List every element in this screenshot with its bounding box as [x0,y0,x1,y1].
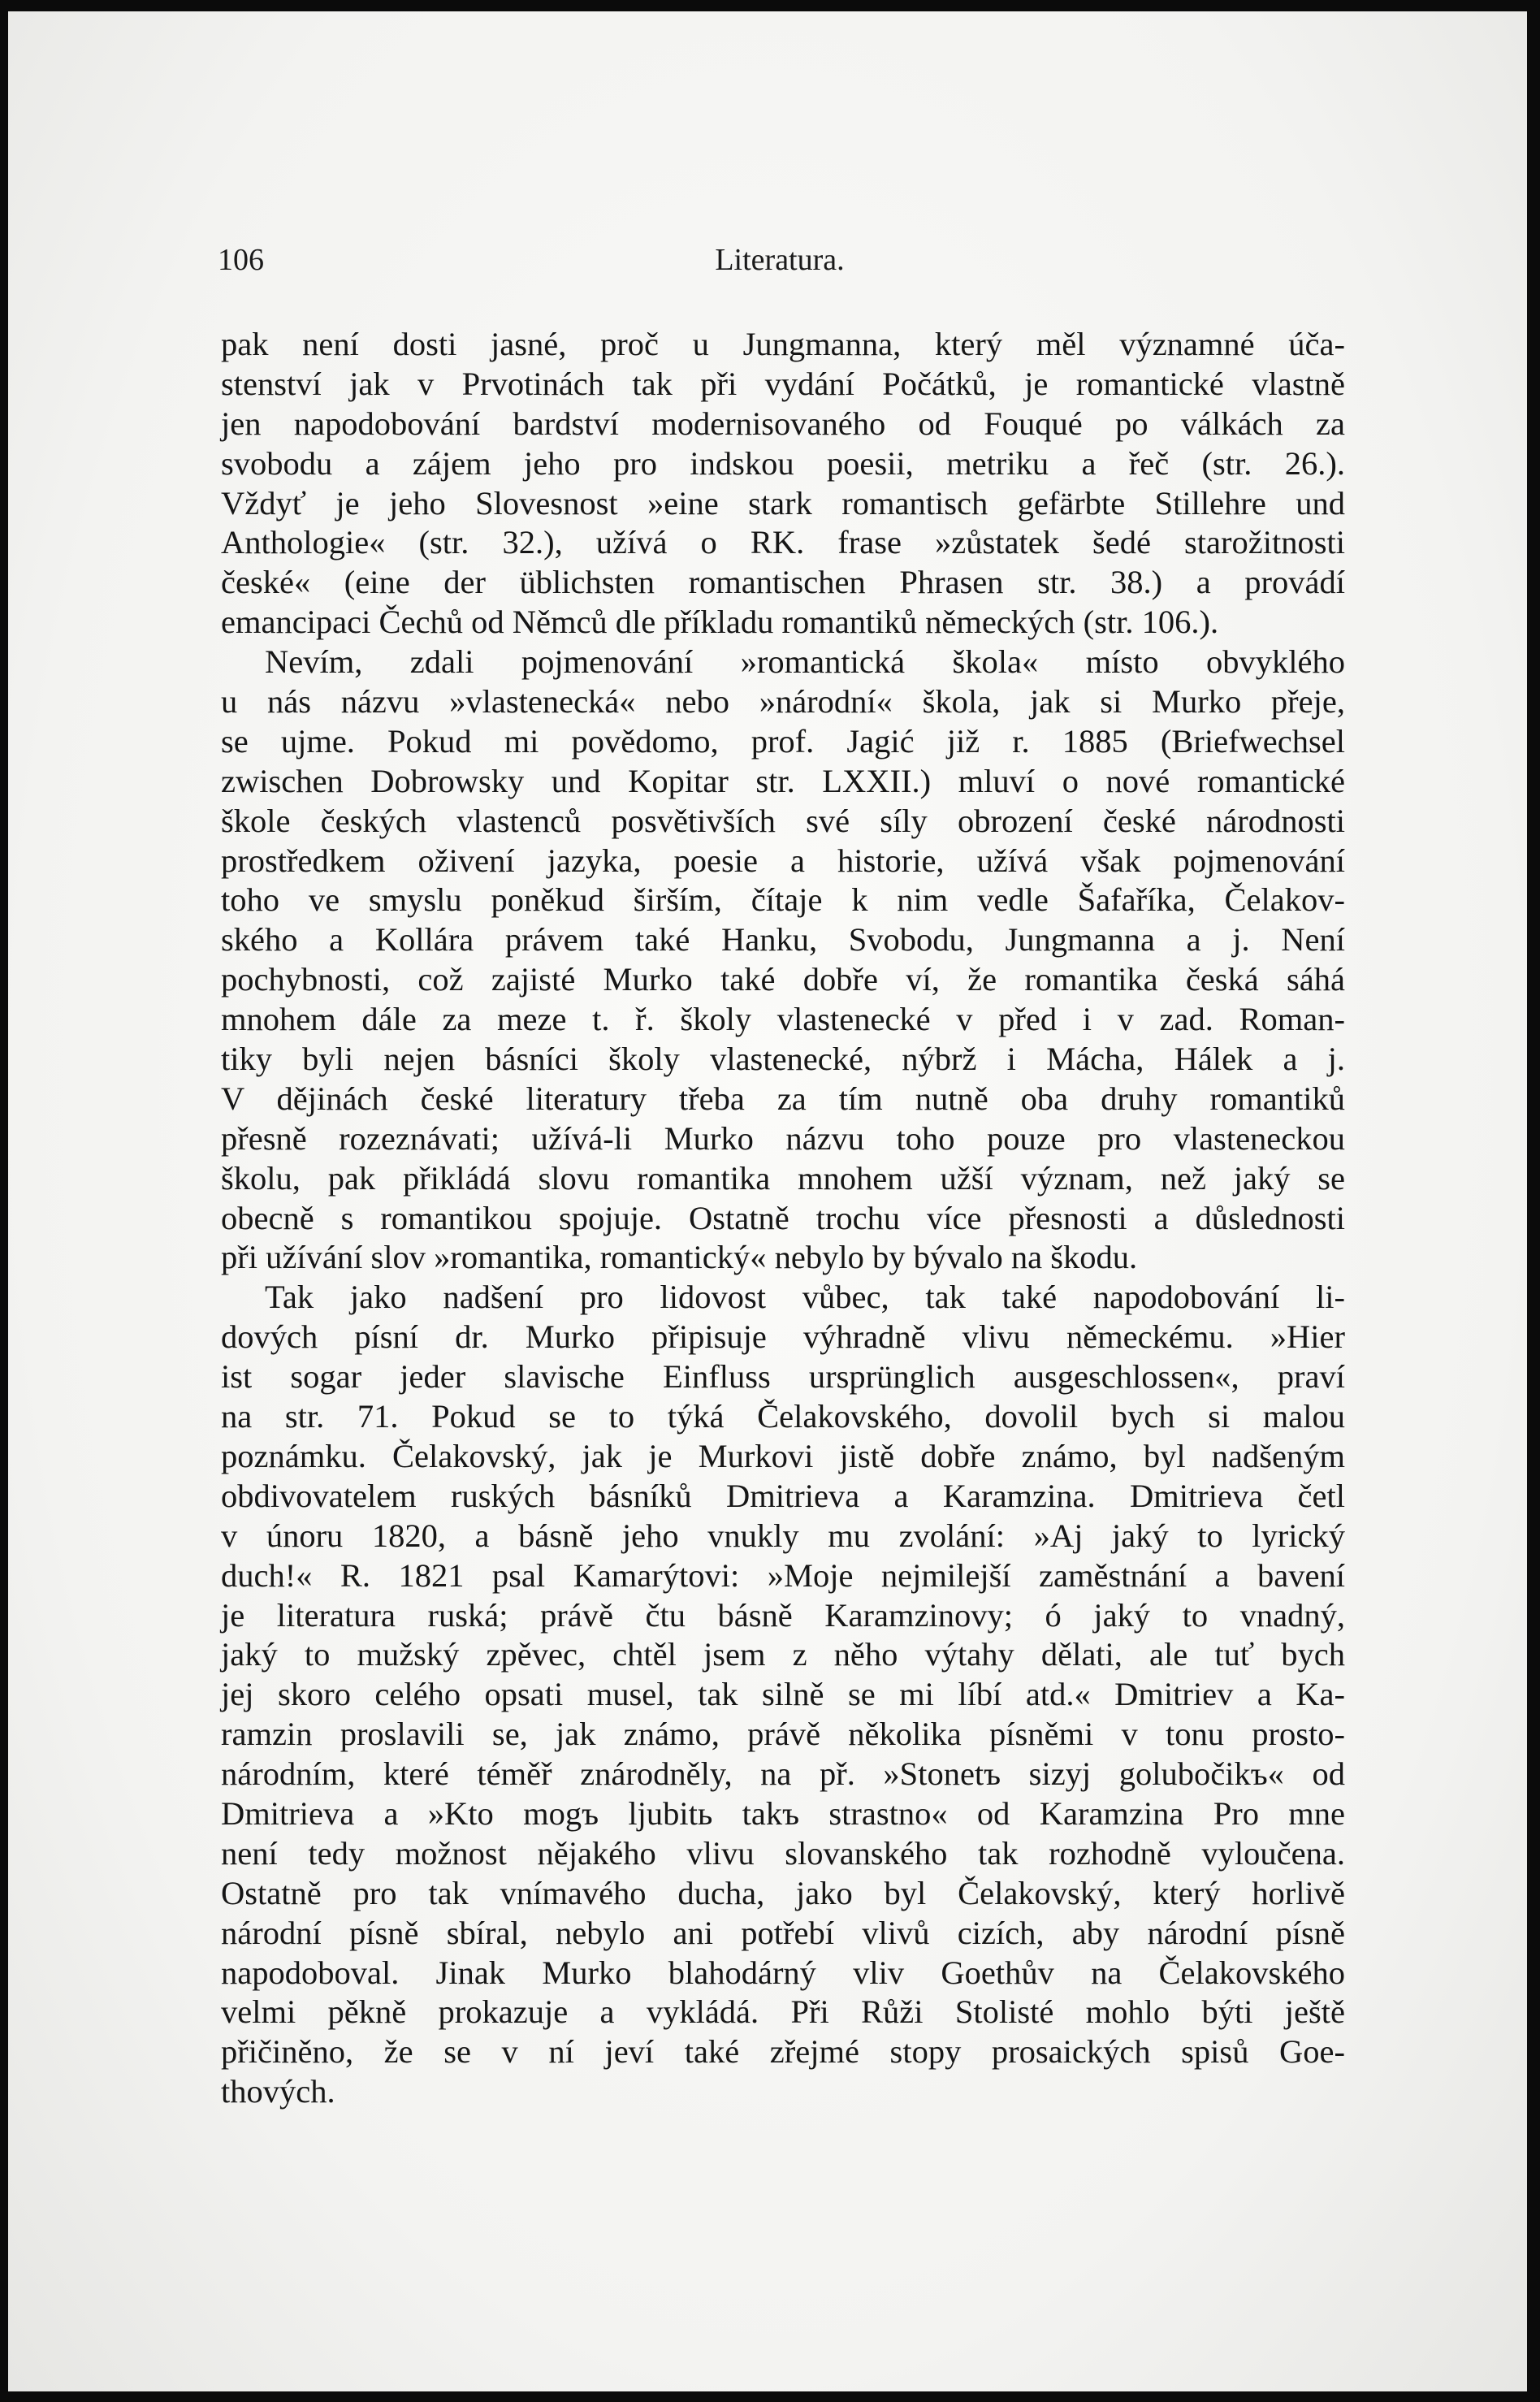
text-line: přičiněno, že se v ní jeví také zřejmé stopy prosaických spisů Goe- [221,2033,1345,2071]
text-line: české« (eine der üblichsten romantischen Phrasen str. 38.) a provádí [221,564,1345,601]
text-line: u nás názvu »vlastenecká« nebo »národní« škola, jak si Murko přeje, [221,683,1345,721]
text-line: při užívání slov »romantika, romantický« nebylo by bývalo na škodu. [221,1239,1138,1276]
text-line: prostředkem oživení jazyka, poesie a historie, užívá však pojmenování [221,842,1345,879]
text-line: svobodu a zájem jeho pro indskou poesii, metriku a řeč (str. 26.). [221,444,1345,482]
text-line: přesně rozeznávati; užívá-li Murko názvu toho pouze pro vlasteneckou [221,1119,1345,1157]
text-line: Dmitrieva a »Kto mogъ ljubitь takъ strastno« od Karamzina Pro mne [221,1794,1345,1832]
text-line: V dějinách české literatury třeba za tím nutně oba druhy romantiků [221,1080,1345,1117]
text-line: na str. 71. Pokud se to týká Čelakovského, dovolil bych si malou [221,1398,1345,1435]
text-line: dových písní dr. Murko připisuje výhradně vlivu německému. »Hier [221,1318,1345,1356]
text-line: napodoboval. Jinak Murko blahodárný vliv Goethův na Čelakovského [221,1954,1345,1991]
text-line: jej skoro celého opsati musel, tak silně se mi líbí atd.« Dmitriev a Ka- [221,1676,1345,1713]
text-line: toho ve smyslu poněkud širším, čítaje k nim vedle Šafaříka, Čelakov- [221,881,1345,919]
text-line: pochybnosti, což zajisté Murko také dobře ví, že romantika česká sáhá [221,961,1345,998]
text-line: jaký to mužský zpěvec, chtěl jsem z něho výtahy dělati, ale tuť bych [221,1636,1345,1673]
text-line: duch!« R. 1821 psal Kamarýtovi: »Moje nejmilejší zaměstnání a bavení [221,1556,1345,1594]
text-line: emancipaci Čechů od Němců dle příkladu romantiků německých (str. 106.). [221,604,1219,641]
text-line: thových. [221,2073,335,2110]
text-line: pak není dosti jasné, proč u Jungmanna, který měl významné úča- [221,326,1345,362]
text-line: Nevím, zdali pojmenování »romantická škola« místo obvyklého [265,643,1345,681]
text-line: ského a Kollára právem také Hanku, Svobodu, Jungmanna a j. Není [221,921,1345,959]
text-line: Ostatně pro tak vnímavého ducha, jako byl Čelakovský, který horlivě [221,1874,1345,1911]
text-line: v únoru 1820, a básně jeho vnukly mu zvolání: »Aj jaký to lyrický [221,1517,1345,1554]
text-line: národním, které téměř znárodněly, na př. »Stonetъ sizyj golubočikъ« od [221,1755,1345,1793]
text-line: jen napodobování bardství modernisovaného od Fouqué po válkách za [221,405,1345,442]
text-line: Tak jako nadšení pro lidovost vůbec, tak také napodobování li- [265,1279,1345,1316]
text-line: školu, pak přikládá slovu romantika mnohem užší význam, než jaký se [221,1159,1345,1197]
text-line: škole českých vlastenců posvětivších své síly obrození české národnosti [221,802,1345,839]
text-line: mnohem dále za meze t. ř. školy vlastenecké v před i v zad. Roman- [221,1001,1345,1038]
text-line: stenství jak v Prvotinách tak při vydání Počátků, je romantické vlastně [221,365,1345,402]
text-line: Anthologie« (str. 32.), užívá o RK. frase »zůstatek šedé starožitnosti [221,524,1345,561]
text-line: ramzin proslavili se, jak známo, právě několika písněmi v tonu prosto- [221,1716,1345,1753]
text-line: Vždyť je jeho Slovesnost »eine stark romantisch gefärbte Stillehre und [221,484,1345,522]
text-line: zwischen Dobrowsky und Kopitar str. LXXII.) mluví o nové romantické [221,762,1345,799]
text-line: ist sogar jeder slavische Einfluss ursprünglich ausgeschlossen«, praví [221,1358,1345,1396]
text-line: národní písně sbíral, nebylo ani potřebí vlivů cizích, aby národní písně [221,1914,1345,1951]
text-line: není tedy možnost nějakého vlivu slovanského tak rozhodně vyloučena. [221,1834,1345,1872]
text-line: tiky byli nejen básníci školy vlastenecké, nýbrž i Mácha, Hálek a j. [221,1041,1345,1078]
running-head: Literatura. [715,243,845,277]
text-line: se ujme. Pokud mi povědomo, prof. Jagić již r. 1885 (Briefwechsel [221,722,1345,760]
text-line: poznámku. Čelakovský, jak je Murkovi jistě dobře známo, byl nadšeným [221,1437,1345,1474]
page-header [218,242,1342,291]
text-line: je literatura ruská; právě čtu básně Karamzinovy; ó jaký to vnadný, [221,1596,1345,1634]
text-line: obecně s romantikou spojuje. Ostatně trochu více přesnosti a důslednosti [221,1199,1345,1236]
body-text [221,325,1345,2112]
text-line: velmi pěkně prokazuje a vykládá. Při Růži Stolisté mohlo býti ještě [221,1993,1345,2031]
text-line: obdivovatelem ruských básníků Dmitrieva a Karamzina. Dmitrieva četl [221,1477,1345,1514]
page-number: 106 [218,243,264,277]
